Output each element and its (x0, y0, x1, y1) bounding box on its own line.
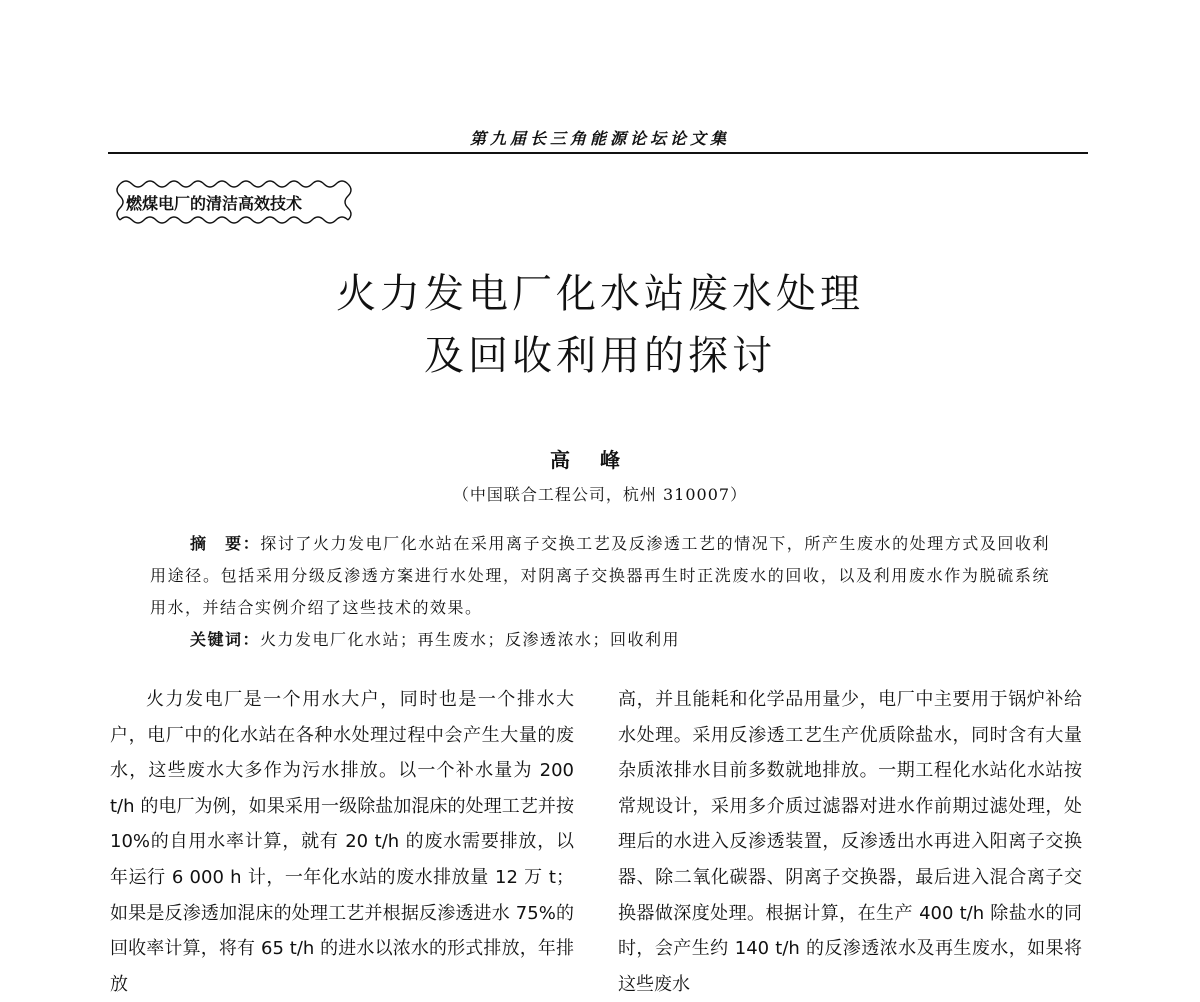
author-name: 高峰 (550, 448, 650, 472)
keywords-label: 关键词： (190, 630, 261, 649)
header-rule (108, 152, 1088, 154)
body-column-right (618, 682, 1082, 1002)
body-paragraph: 高，并且能耗和化学品用量少，电厂中主要用于锅炉补给水处理。采用反渗透工艺生产优质除盐水，同时含有大量杂质浓排水目前多数就地排放。一期工程化水站化水站按常规设计，采用多介质过滤器对进水作前期过滤处理，处理后的水进入反渗透装置，反渗透出水再进入阳离子交换器、除二氧化碳器、阴离子交换器，最后进入混合离子交换器做深度处理。根据计算，在生产 400 t/h 除盐水的同时，会产生约 140 t/h 的反渗透浓水及再生废水，如果将这些废水 (618, 689, 1082, 995)
running-header: 第九届长三角能源论坛论文集 (469, 129, 730, 148)
keywords (190, 624, 1050, 656)
abstract-text: 探讨了火力发电厂化水站在采用离子交换工艺及反渗透工艺的情况下，所产生废水的处理方式及回收利用途径。包括采用分级反渗透方案进行水处理，对阴离子交换器再生时正洗废水的回收，以及利用废水作为脱硫系统用水，并结合实例介绍了这些技术的效果。 (150, 534, 1050, 617)
author-affiliation: （中国联合工程公司，杭州 310007） (452, 485, 748, 504)
paper-title-line-2: 及回收利用的探讨 (424, 333, 776, 379)
section-tag (112, 176, 356, 226)
body-column-left (110, 682, 574, 1002)
body-paragraph: 火力发电厂是一个用水大户，同时也是一个排水大户，电厂中的化水站在各种水处理过程中会产生大量的废水，这些废水大多作为污水排放。以一个补水量为 200 t/h 的电厂为例，如果采用一级除盐加混床的处理工艺并按 10%的自用水率计算，就有 20 t/h 的废水需要排放，以年运行 6 000 h 计，一年化水站的废水排放量 12 万 t；如果是反渗透加混床的处理工艺并根据反渗透进水 75%的回收率计算，将有 65 t/h 的进水以浓水的形式排放，年排放 (110, 689, 574, 995)
section-tag-label: 燃煤电厂的清洁高效技术 (126, 194, 303, 213)
keywords-text: 火力发电厂化水站；再生废水；反渗透浓水；回收利用 (260, 630, 681, 649)
abstract (150, 528, 1050, 624)
abstract-label: 摘 要： (190, 534, 261, 553)
paper-title-line-1: 火力发电厂化水站废水处理 (336, 271, 864, 317)
